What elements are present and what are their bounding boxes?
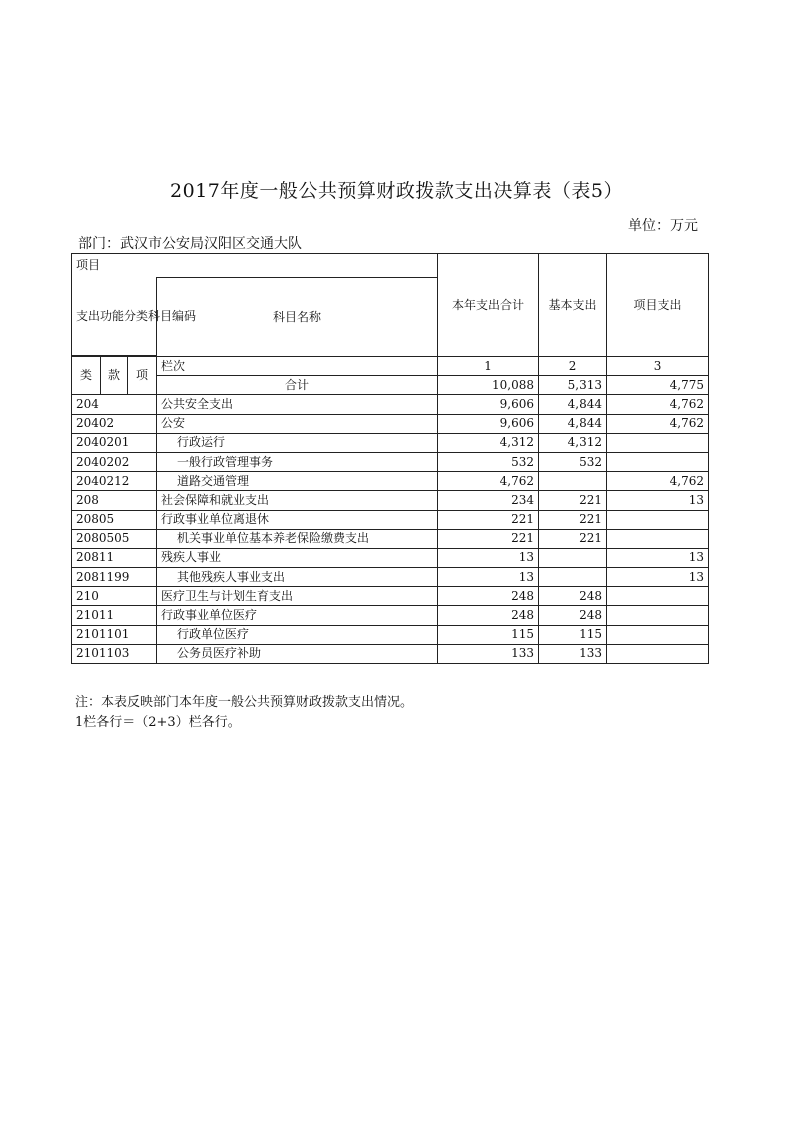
row-name: 行政事业单位医疗 [157,606,438,625]
note-line-2: 1栏各行＝（2+3）栏各行。 [75,715,241,730]
row-name: 社会保障和就业支出 [157,491,438,510]
table-row [72,644,709,663]
row-name: 行政单位医疗 [157,625,438,644]
row-total: 221 [438,510,539,529]
header-col2: 2 [539,357,607,376]
total-row [72,376,709,395]
header-func-code [72,278,197,356]
header-func-code-text: 支出功能分类科目编码 [76,308,197,323]
row-total: 4,312 [438,433,539,452]
header-xiang: 项 [128,357,157,395]
header-lei: 类 [72,357,101,395]
row-name: 医疗卫生与计划生育支出 [157,587,438,606]
table-row [72,433,709,452]
row-project: 4,762 [607,395,709,414]
table-row [72,510,709,529]
row-name: 公共安全支出 [157,395,438,414]
row-code: 20805 [72,510,157,529]
page-title: 2017年度一般公共预算财政拨款支出决算表（表5） [170,180,623,202]
row-project [607,529,709,548]
header-kuan: 款 [101,357,128,395]
table-row [72,625,709,644]
row-code: 21011 [72,606,157,625]
row-name: 残疾人事业 [157,548,438,567]
table-row [72,414,709,433]
table-row [72,529,709,548]
row-code: 2080505 [72,529,157,548]
row-basic: 133 [539,644,607,663]
row-project [607,606,709,625]
table-row [72,548,709,567]
row-code: 20811 [72,548,157,567]
table-row [72,395,709,414]
row-basic: 532 [539,452,607,471]
row-project [607,452,709,471]
total-project: 4,775 [607,376,709,395]
row-total: 9,606 [438,414,539,433]
total-label: 合计 [157,376,438,395]
row-code: 2101103 [72,644,157,663]
header-row-lanci [72,357,709,376]
row-project: 4,762 [607,414,709,433]
row-code: 2040202 [72,452,157,471]
row-code: 2040201 [72,433,157,452]
header-subject-name: 科目名称 [157,278,438,357]
row-basic: 115 [539,625,607,644]
total-basic: 5,313 [539,376,607,395]
row-name: 机关事业单位基本养老保险缴费支出 [157,529,438,548]
table-row [72,452,709,471]
row-code: 210 [72,587,157,606]
header-lanci: 栏次 [157,357,438,376]
row-total: 133 [438,644,539,663]
table-row [72,491,709,510]
table-row [72,472,709,491]
row-name: 行政运行 [157,433,438,452]
row-project [607,433,709,452]
row-basic [539,548,607,567]
row-code: 208 [72,491,157,510]
row-project [607,625,709,644]
expenditure-table [71,253,709,664]
table-row [72,606,709,625]
row-total: 4,762 [438,472,539,491]
header-col1: 1 [438,357,539,376]
row-total: 9,606 [438,395,539,414]
row-total: 248 [438,587,539,606]
unit-label: 单位：万元 [628,218,698,234]
row-name: 一般行政管理事务 [157,452,438,471]
row-name: 其他残疾人事业支出 [157,568,438,587]
row-code: 2081199 [72,568,157,587]
row-total: 13 [438,548,539,567]
row-project: 4,762 [607,472,709,491]
row-basic: 221 [539,491,607,510]
header-basic: 基本支出 [539,254,607,357]
row-total: 532 [438,452,539,471]
header-total: 本年支出合计 [438,254,539,357]
row-total: 234 [438,491,539,510]
header-row-item [72,254,709,278]
row-total: 13 [438,568,539,587]
row-project [607,510,709,529]
row-name: 道路交通管理 [157,472,438,491]
row-name: 行政事业单位离退休 [157,510,438,529]
row-basic: 248 [539,587,607,606]
row-basic: 221 [539,529,607,548]
department-label: 部门：武汉市公安局汉阳区交通大队 [78,236,302,252]
header-col3: 3 [607,357,709,376]
row-basic: 221 [539,510,607,529]
row-basic: 4,844 [539,414,607,433]
header-project: 项目支出 [607,254,709,357]
note-line-1: 注：本表反映部门本年度一般公共预算财政拨款支出情况。 [75,695,414,710]
row-basic: 4,844 [539,395,607,414]
row-project: 13 [607,491,709,510]
table-row [72,568,709,587]
row-basic [539,568,607,587]
row-project [607,587,709,606]
row-project [607,644,709,663]
row-basic: 4,312 [539,433,607,452]
row-total: 221 [438,529,539,548]
row-basic: 248 [539,606,607,625]
row-project: 13 [607,548,709,567]
row-code: 2101101 [72,625,157,644]
row-total: 248 [438,606,539,625]
row-total: 115 [438,625,539,644]
header-item: 项目 [72,254,438,278]
total-total: 10,088 [438,376,539,395]
table-row [72,587,709,606]
row-name: 公务员医疗补助 [157,644,438,663]
row-code: 20402 [72,414,157,433]
row-basic [539,472,607,491]
row-name: 公安 [157,414,438,433]
row-project: 13 [607,568,709,587]
row-code: 2040212 [72,472,157,491]
row-code: 204 [72,395,157,414]
